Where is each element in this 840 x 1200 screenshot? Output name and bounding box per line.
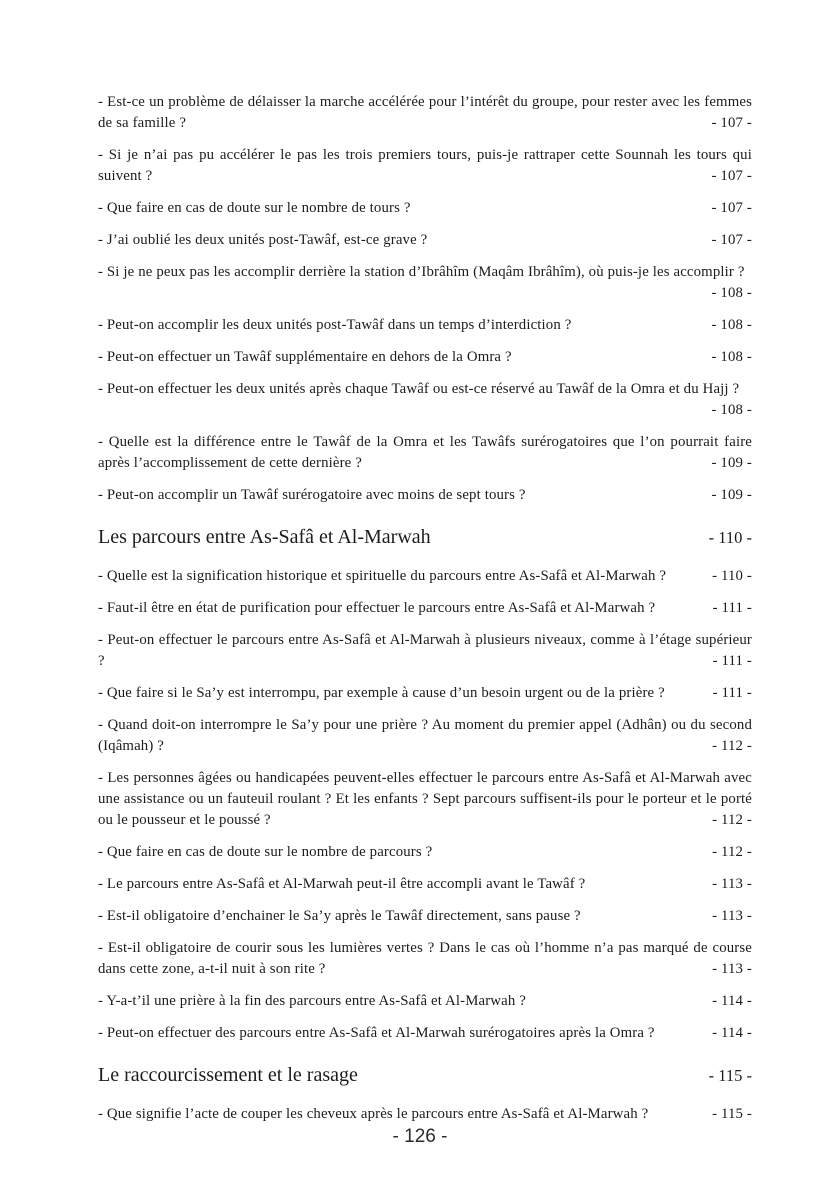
section-title-page-number: - 110 -: [708, 528, 752, 547]
toc-entry-page-number: - 107 -: [711, 168, 752, 184]
toc-entry-text: - Peut-on accomplir un Tawâf surérogatoire avec moins de sept tours ?: [98, 487, 526, 503]
toc-entry-page-number: - 113 -: [712, 908, 752, 924]
toc-entry-text: - Que faire en cas de doute sur le nombre de tours ?: [98, 200, 411, 216]
toc-entry-page-number: - 113 -: [712, 876, 752, 892]
toc-entry-text: - Peut-on effectuer un Tawâf supplémentaire en dehors de la Omra ?: [98, 349, 512, 365]
toc-entry-page-number: - 112 -: [712, 844, 752, 860]
toc-entry-text: - Est-il obligatoire de courir sous les lumières vertes ? Dans le cas où l’homme n’a pas marqué de course dans cette zone, a-t-il nuit à son rite ?: [98, 940, 752, 977]
toc-entry-page-number: - 114 -: [712, 1025, 752, 1041]
toc-entry: [98, 598, 752, 619]
toc-entry: [98, 906, 752, 927]
toc-entry-page-number: - 109 -: [711, 487, 752, 503]
toc-entry-text: - Les personnes âgées ou handicapées peuvent-elles effectuer le parcours entre As-Safâ et Al-Marwah avec une assistance ou un fauteuil roulant ? Et les enfants ? Sept parcours suffisent-ils pour le porteur et le porté ou le pousseur et le poussé ?: [98, 770, 752, 828]
toc-entry-text: - Si je ne peux pas les accomplir derrière la station d’Ibrâhîm (Maqâm Ibrâhîm), où puis-je les accomplir ?: [98, 264, 745, 280]
toc-entry: [98, 145, 752, 187]
toc-entry-page-number: - 107 -: [711, 115, 752, 131]
toc-entry: [98, 432, 752, 474]
toc-entry-page-number: - 111 -: [712, 653, 752, 669]
toc-entry-page-number: - 112 -: [712, 812, 752, 828]
toc-entry-page-number: - 109 -: [711, 455, 752, 471]
toc-entry-page-number: - 111 -: [712, 685, 752, 701]
toc-entry: [98, 874, 752, 895]
toc-entry-text: - Si je n’ai pas pu accélérer le pas les trois premiers tours, puis-je rattraper cette Sounnah les tours qui suivent ?: [98, 147, 752, 184]
toc-entry-page-number: - 108 -: [711, 285, 752, 301]
toc-entry-page-number: - 108 -: [711, 402, 752, 418]
toc-entry-text: - Peut-on effectuer le parcours entre As-Safâ et Al-Marwah à plusieurs niveaux, comme à l’étage supérieur ?: [98, 632, 752, 669]
toc-section-heading: [98, 524, 752, 551]
toc-entry-page-number: - 112 -: [712, 738, 752, 754]
toc-entry: [98, 198, 752, 219]
toc-entry-text: - Y-a-t’il une prière à la fin des parcours entre As-Safâ et Al-Marwah ?: [98, 993, 526, 1009]
toc-entry: [98, 485, 752, 506]
toc-entry-page-number: - 108 -: [711, 317, 752, 333]
toc-entry: [98, 991, 752, 1012]
toc-entry: [98, 1104, 752, 1125]
toc-entry: [98, 768, 752, 831]
toc-entry: [98, 715, 752, 757]
toc-entry: [98, 630, 752, 672]
toc-entry: [98, 230, 752, 251]
toc-entry: [98, 683, 752, 704]
toc-entry-text: - Faut-il être en état de purification pour effectuer le parcours entre As-Safâ et Al-Marwah ?: [98, 600, 656, 616]
toc-entry-page-number: - 110 -: [712, 568, 752, 584]
toc-entry-text: - Que signifie l’acte de couper les cheveux après le parcours entre As-Safâ et Al-Marwah ?: [98, 1106, 649, 1122]
section-title-text: Le raccourcissement et le rasage: [98, 1064, 358, 1086]
toc-entry: [98, 1023, 752, 1044]
toc-entry: [98, 315, 752, 336]
toc-entry: [98, 566, 752, 587]
toc-entry-text: - Quand doit-on interrompre le Sa’y pour une prière ? Au moment du premier appel (Adhân) ou du second (Iqâmah) ?: [98, 717, 752, 754]
toc-section-heading: [98, 1062, 752, 1089]
toc-entry: [98, 938, 752, 980]
section-title-text: Les parcours entre As-Safâ et Al-Marwah: [98, 526, 431, 548]
toc-entry-text: - Que faire en cas de doute sur le nombre de parcours ?: [98, 844, 433, 860]
toc-entry-page-number: - 113 -: [712, 961, 752, 977]
toc-entry-text: - Est-il obligatoire d’enchainer le Sa’y après le Tawâf directement, sans pause ?: [98, 908, 581, 924]
toc-entry: [98, 842, 752, 863]
section-title-page-number: - 115 -: [708, 1066, 752, 1085]
toc-entry-text: - Quelle est la signification historique et spirituelle du parcours entre As-Safâ et Al-Marwah ?: [98, 568, 667, 584]
toc-entry: [98, 92, 752, 134]
toc-entry-text: - Que faire si le Sa’y est interrompu, par exemple à cause d’un besoin urgent ou de la prière ?: [98, 685, 665, 701]
toc-content: [98, 92, 752, 1136]
toc-entry-text: - Quelle est la différence entre le Tawâf de la Omra et les Tawâfs surérogatoires que l’on pourrait faire après l’accomplissement de cette dernière ?: [98, 434, 752, 471]
toc-entry-text: - Peut-on accomplir les deux unités post-Tawâf dans un temps d’interdiction ?: [98, 317, 572, 333]
toc-entry-page-number: - 108 -: [711, 349, 752, 365]
toc-entry: [98, 379, 752, 421]
toc-entry: [98, 347, 752, 368]
toc-entry: [98, 262, 752, 304]
page-folio-number: - 126 -: [392, 1126, 448, 1147]
toc-entry-page-number: - 111 -: [712, 600, 752, 616]
toc-entry-text: - Est-ce un problème de délaisser la marche accélérée pour l’intérêt du groupe, pour rester avec les femmes de sa famille ?: [98, 94, 752, 131]
toc-entry-page-number: - 107 -: [711, 200, 752, 216]
toc-entry-page-number: - 107 -: [711, 232, 752, 248]
toc-entry-text: - Peut-on effectuer des parcours entre As-Safâ et Al-Marwah surérogatoires après la Omra ?: [98, 1025, 655, 1041]
toc-entry-text: - J’ai oublié les deux unités post-Tawâf, est-ce grave ?: [98, 232, 428, 248]
toc-entry-text: - Peut-on effectuer les deux unités après chaque Tawâf ou est-ce réservé au Tawâf de la Omra et du Hajj ?: [98, 381, 740, 397]
toc-entry-page-number: - 114 -: [712, 993, 752, 1009]
toc-entry-page-number: - 115 -: [712, 1106, 752, 1122]
toc-entry-text: - Le parcours entre As-Safâ et Al-Marwah peut-il être accompli avant le Tawâf ?: [98, 876, 586, 892]
